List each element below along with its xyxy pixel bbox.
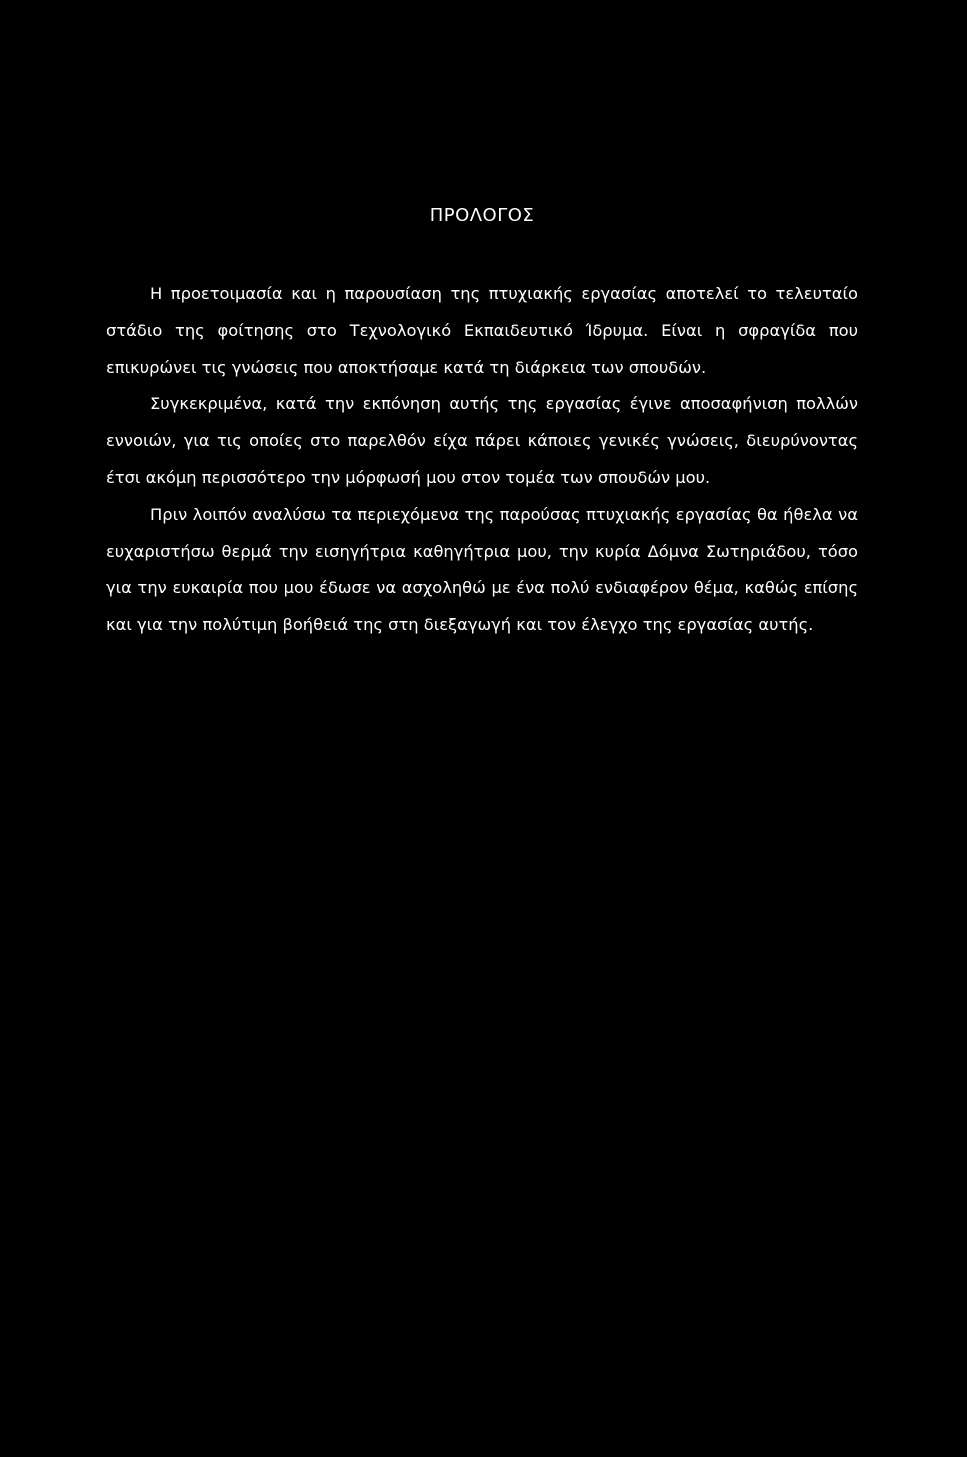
paragraph-acknowledgement: Πριν λοιπόν αναλύσω τα περιεχόμενα της παρούσας πτυχιακής εργασίας θα ήθελα να ευχαριστήσω θερμά την εισηγήτρια καθηγήτρια μου, την κυρία Δόμνα Σωτηριάδου, τόσο για την ευκαιρία που μου έδωσε να ασχοληθώ με ένα πολύ ενδιαφέρον θέμα, καθώς επίσης και για την πολύτιμη βοήθειά της στη διεξαγωγή και τον έλεγχο της εργασίας αυτής. bbox=[106, 504, 858, 635]
page-title: ΠΡΟΛΟΓΟΣ bbox=[429, 205, 535, 226]
body-text bbox=[106, 276, 858, 644]
paragraph-intro: Η προετοιμασία και η παρουσίαση της πτυχιακής εργασίας αποτελεί το τελευταίο στάδιο της φοίτησης στο Τεχνολογικό Εκπαιδευτικό Ίδρυμα. Είναι η σφραγίδα που επικυρώνει τις γνώσεις που αποκτήσαμε κατά τη διάρκεια των σπουδών. bbox=[106, 284, 858, 377]
document-page bbox=[106, 0, 858, 1457]
paragraph-clarification: Συγκεκριμένα, κατά την εκπόνηση αυτής της εργασίας έγινε αποσαφήνιση πολλών εννοιών, για τις οποίες στο παρελθόν είχα πάρει κάποιες γενικές γνώσεις, διευρύνοντας έτσι ακόμη περισσότερο την μόρφωσή μου στον τομέα των σπουδών μου. bbox=[106, 394, 858, 487]
